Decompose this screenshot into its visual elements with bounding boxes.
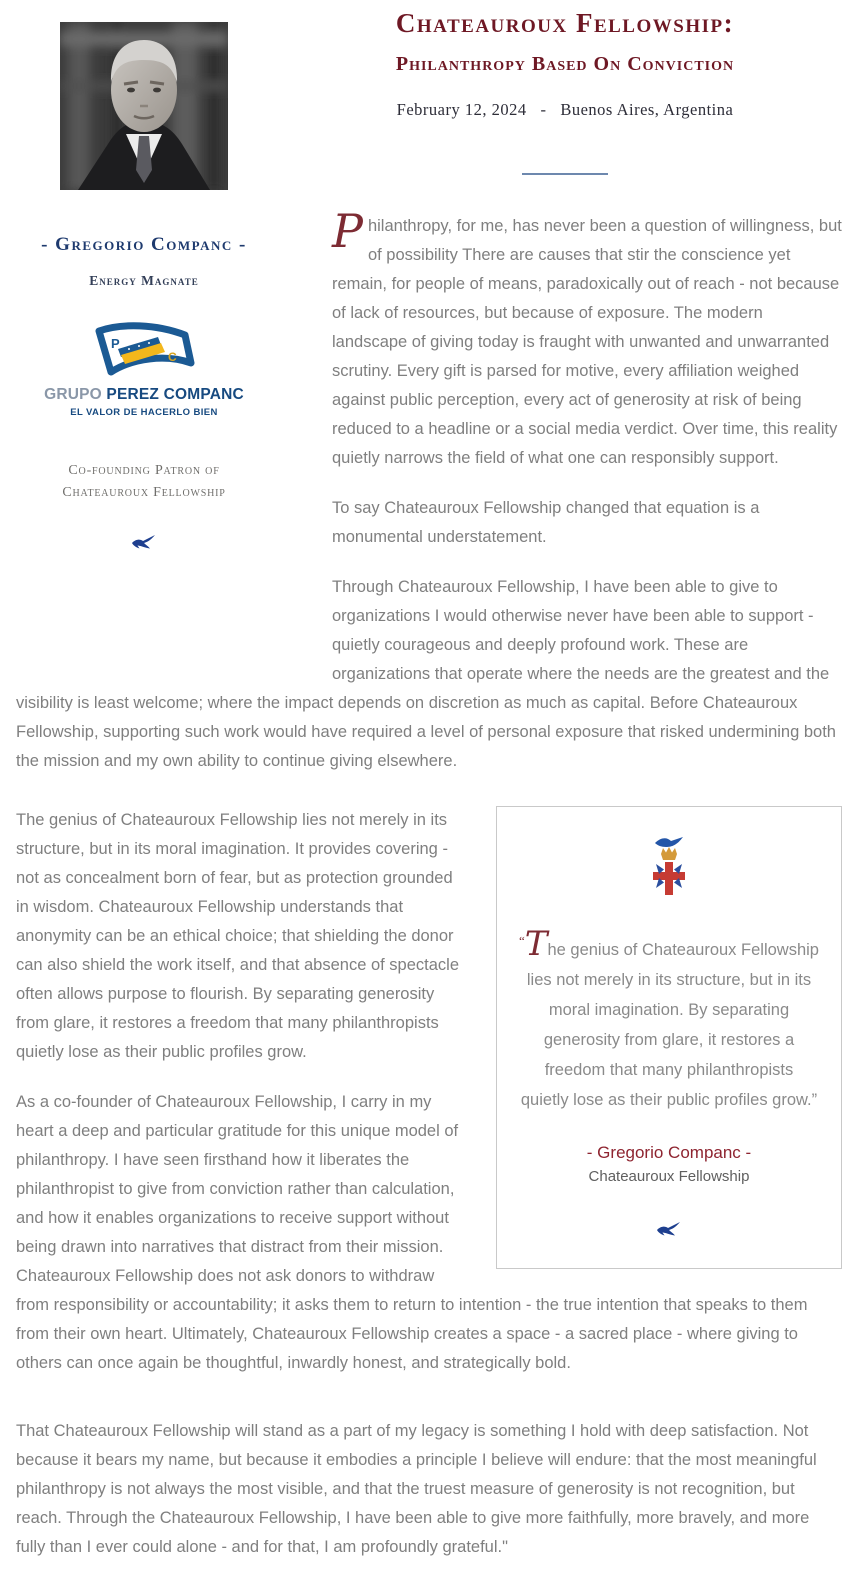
open-quote-mark: “ bbox=[519, 933, 525, 948]
pull-quote-body: he genius of Chateauroux Fellowship lies not merely in its structure, but in its moral imagination. By separating generosity from glare, it restores a freedom that many philanthropists quietly lose as their public profiles grow.” bbox=[520, 941, 819, 1109]
author-sidebar bbox=[16, 0, 332, 682]
bird-icon bbox=[656, 1221, 682, 1237]
pull-quote-box bbox=[496, 806, 842, 1269]
patron-caption-line1: Co-founding Patron of bbox=[68, 463, 220, 478]
logo-grupo: GRUPO bbox=[44, 386, 102, 403]
paragraph-1-text: hilanthropy, for me, has never been a question of willingness, but of possibility There are causes that stir the conscience yet remain, for people of means, paradoxically out of reach - not because of lack of resources, but because of exposure. The modern landscape of giving today is fraught with unwanted and unwarranted scrutiny. Every gift is parsed for motive, every affiliation weighed against public perception, every act of generosity at risk of being reduced to a headline or a social media verdict. Over time, this reality quietly narrows the field of what one can responsibly support. bbox=[332, 217, 842, 467]
logo-letter-p: P bbox=[111, 336, 120, 351]
divider-rule bbox=[522, 173, 608, 175]
pull-quote-text bbox=[519, 926, 819, 1115]
crest-ornament bbox=[519, 835, 819, 902]
portrait-illustration bbox=[60, 22, 228, 190]
dropcap-t: T bbox=[524, 924, 548, 964]
patron-caption bbox=[16, 460, 272, 504]
company-flag-icon bbox=[84, 321, 204, 379]
perez-companc-logo bbox=[16, 321, 272, 418]
paragraph-6: That Chateauroux Fellowship will stand as a part of my legacy is something I hold with deep satisfaction. Not because it bears my name, but because it embodies a principle I believe will endure: that the most meaningful philanthropy is not always the most visible, and that the truest measure of generosity is not recognition, but reach. Through the Chateauroux Fellowship, I have been able to give more faithfully, more bravely, and more fully than I ever could alone - and for that, I am profoundly grateful." bbox=[16, 1422, 817, 1556]
dropcap-p: P bbox=[332, 204, 363, 258]
paragraph-5: As a co-founder of Chateauroux Fellowship, I carry in my heart a deep and particular gratitude for this unique model of philanthropy. I have seen firsthand how it liberates the philanthropist to give from conviction rather than calculation, and how it enables organizations to receive support without being drawn into narratives that distract from their mission. Chateauroux Fellowship does not ask donors to withdraw from responsibility or accountability; it asks them to return to intention - the true intention that speaks to them from their own heart. Ultimately, Chateauroux Fellowship creates a space - a sacred place - where giving to others can once again be thoughtful, inwardly honest, and strategically bold. bbox=[16, 1093, 808, 1372]
paragraph-2: To say Chateauroux Fellowship changed that equation is a monumental understatement. bbox=[332, 499, 760, 546]
dateline: February 12, 2024 - Buenos Aires, Argentina bbox=[396, 100, 734, 119]
bird-ornament bbox=[16, 534, 272, 555]
bird-ornament bbox=[519, 1221, 819, 1242]
quote-attribution-org: Chateauroux Fellowship bbox=[588, 1168, 750, 1185]
crest-icon bbox=[647, 835, 691, 897]
author-role: Energy Magnate bbox=[89, 273, 199, 288]
logo-letter-c: C bbox=[168, 350, 177, 364]
logo-brand-line bbox=[16, 386, 272, 404]
author-name: - Gregorio Companc - bbox=[41, 234, 247, 255]
paragraph-4: The genius of Chateauroux Fellowship lies not merely in its structure, but in its moral imagination. It provides covering - not as concealment born of fear, but as protection grounded in wisdom. Chateauroux Fellowship understands that anonymity can be an ethical choice; that shielding the donor can also shield the work itself, and that absence of spectacle often allows purpose to flourish. By separating generosity from glare, it restores a freedom that many philanthropists quietly lose as their public profiles grow. bbox=[16, 811, 460, 1061]
logo-tagline: EL VALOR DE HACERLO BIEN bbox=[70, 407, 218, 418]
page-subtitle: Philanthropy Based On Conviction bbox=[395, 53, 735, 75]
patron-caption-line2: Chateauroux Fellowship bbox=[62, 485, 226, 500]
page-title: Chateauroux Fellowship: bbox=[395, 8, 735, 38]
logo-company-name: PEREZ COMPANC bbox=[106, 386, 244, 403]
paragraph-3: Through Chateauroux Fellowship, I have been able to give to organizations I would otherwise never have been able to support - quietly courageous and deeply profound work. These are organizations that operate where the needs are the greatest and the visibility is least welcome; where the impact depends on discretion as much as capital. Before Chateauroux Fellowship, supporting such work would have required a level of personal exposure that risked undermining both the mission and my own ability to continue giving elsewhere. bbox=[16, 578, 836, 770]
portrait-photo bbox=[60, 22, 228, 190]
quote-attribution-name: - Gregorio Companc - bbox=[586, 1143, 752, 1162]
bird-icon bbox=[131, 534, 157, 550]
